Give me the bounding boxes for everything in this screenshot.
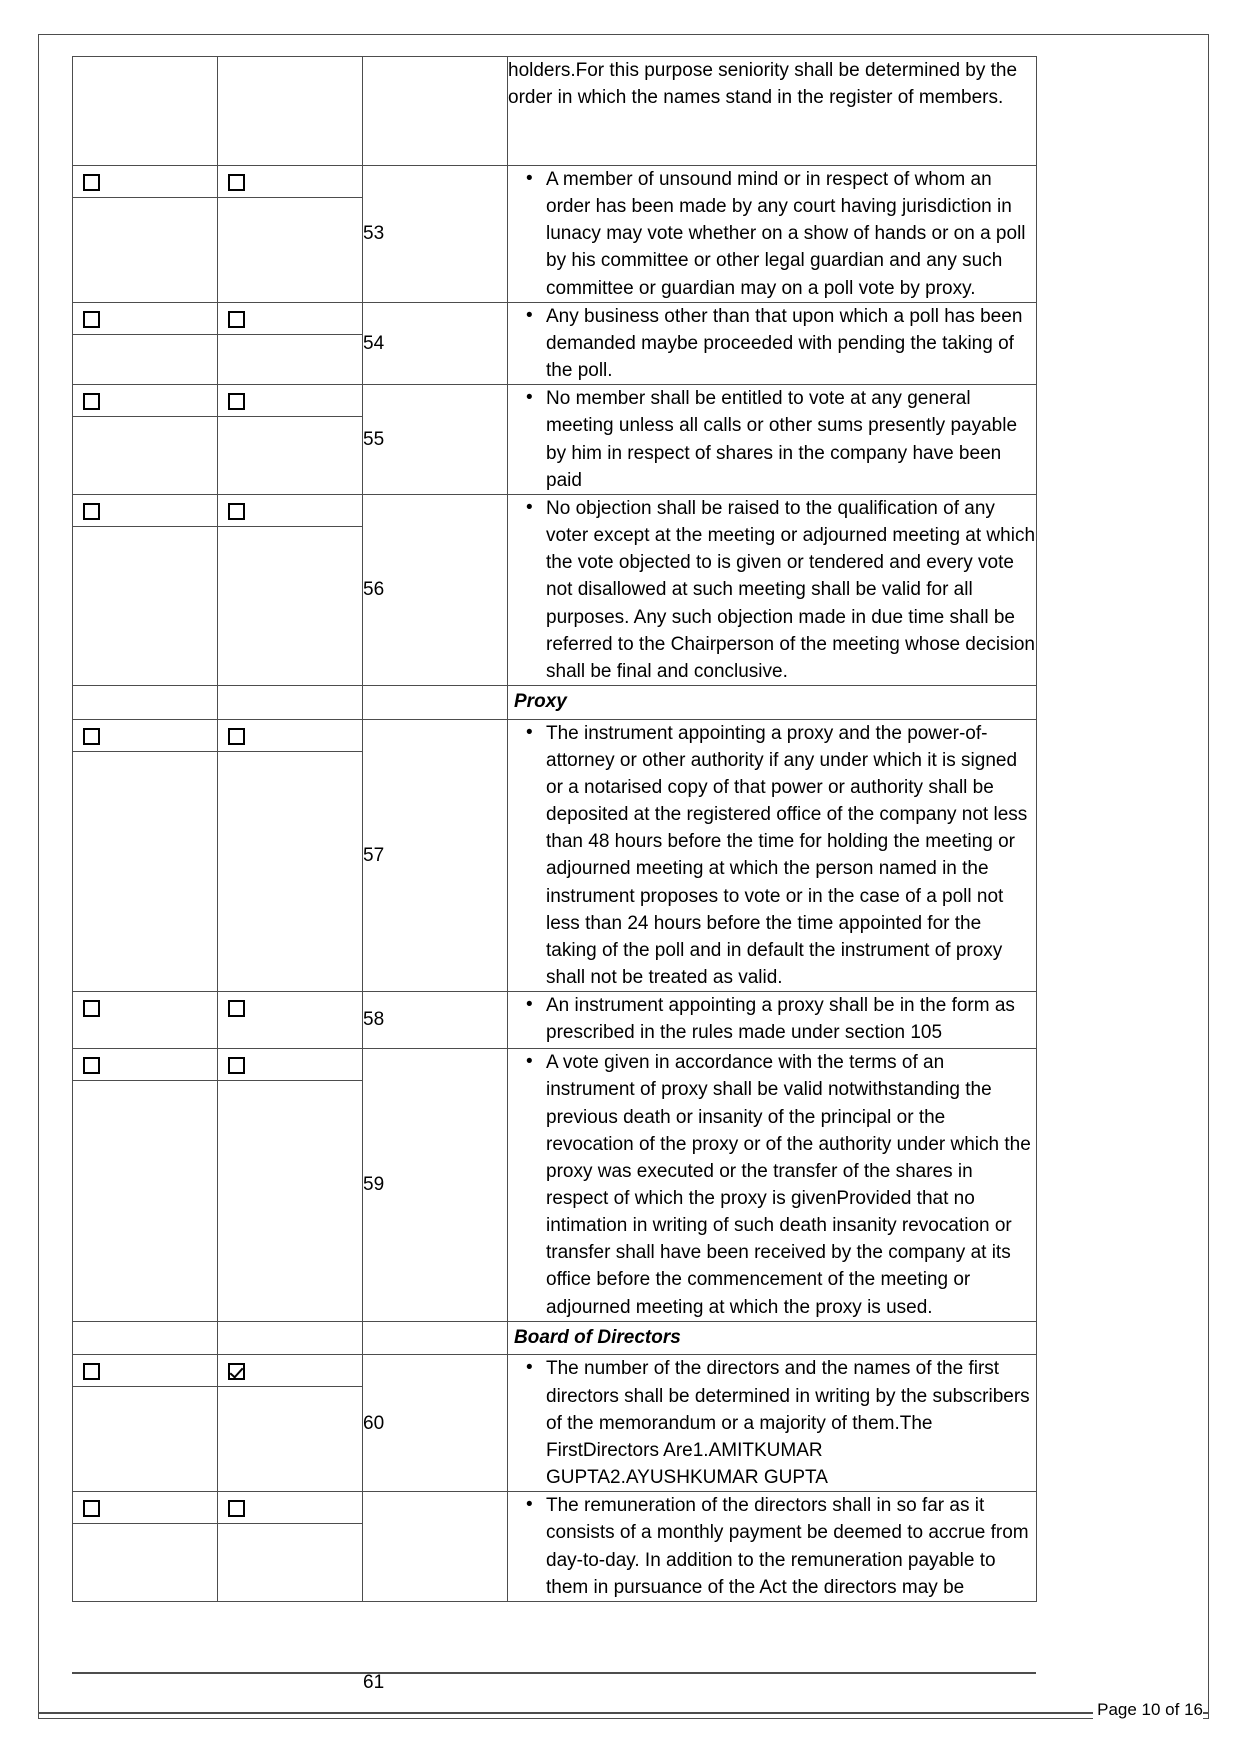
checkbox-cell-right	[218, 385, 363, 495]
checkbox-cell-right	[218, 1321, 363, 1355]
table-row	[73, 992, 1037, 1049]
checkbox-cell-right	[218, 166, 363, 303]
checkbox-right-56[interactable]	[228, 503, 245, 520]
article-text: • A member of unsound mind or in respect of whom an order has been made by any court having jurisdiction in lunacy may vote whether on a show of hands or on a poll by his committee or other legal guardian and any such committee or guardian may on a poll vote by proxy.	[546, 166, 1036, 302]
article-number-cell	[363, 385, 508, 495]
checkbox-cell-right	[218, 719, 363, 992]
article-text-cell	[508, 719, 1037, 992]
section-header-row	[73, 685, 1037, 719]
article-number-cell	[363, 992, 508, 1049]
article-number: 60	[363, 1412, 385, 1434]
article-number-cell	[363, 494, 508, 685]
checkbox-cell-right	[218, 302, 363, 384]
table-bottom-rule	[72, 1672, 1036, 1674]
checkbox-cell-right	[218, 685, 363, 719]
table-row	[73, 1355, 1037, 1492]
checkbox-cell-right	[218, 992, 363, 1049]
checkbox-cell-left	[73, 685, 218, 719]
checkbox-right-55[interactable]	[228, 393, 245, 410]
article-text: holders.For this purpose seniority shall be determined by the order in which the names stand in the register of members.	[508, 60, 1018, 109]
checkbox-left-61[interactable]	[83, 1500, 100, 1517]
continued-article-number: 61	[363, 1672, 385, 1693]
checkbox-cell-right	[218, 1492, 363, 1602]
articles-table	[72, 56, 1037, 1602]
table-row	[73, 1049, 1037, 1322]
checkbox-cell-left	[73, 1355, 218, 1492]
table-row	[73, 302, 1037, 384]
article-number: 55	[363, 428, 385, 450]
footer-divider	[38, 1712, 1209, 1714]
checkbox-cell-left	[73, 494, 218, 685]
article-text: • A vote given in accordance with the terms of an instrument of proxy shall be valid notwithstanding the previous death or insanity of the principal or the revocation of the proxy or of the authority under which the proxy was executed or the transfer of the shares in respect of which the proxy is givenProvided that no intimation in writing of such death insanity revocation or transfer shall have been received by the company at its office before the commencement of the meeting or adjourned meeting at which the proxy is used.	[546, 1049, 1036, 1321]
checkbox-cell-left	[73, 1049, 218, 1322]
articles-table-container	[72, 56, 1036, 1602]
article-number-cell	[363, 1049, 508, 1322]
checkbox-cell-right	[218, 494, 363, 685]
table-row	[73, 57, 1037, 166]
article-text-cell	[508, 992, 1037, 1049]
checkbox-cell-left	[73, 1492, 218, 1602]
checkbox-cell-right	[218, 57, 363, 166]
article-text: • The instrument appointing a proxy and the power-of-attorney or other authority if any under which it is signed or a notarised copy of that power or authority shall be deposited at the registered office of the company not less than 48 hours before the time for holding the meeting or adjourned meeting at which the person named in the instrument proposes to vote or in the case of a poll not less than 24 hours before the time appointed for the taking of the poll and in default the instrument of proxy shall not be treated as valid.	[546, 720, 1036, 992]
page-number-label: Page 10 of 16	[1093, 1700, 1203, 1720]
checkbox-cell-left	[73, 719, 218, 992]
article-text-cell	[508, 1492, 1037, 1602]
article-number: 56	[363, 579, 385, 601]
checkbox-cell-right	[218, 1049, 363, 1322]
checkbox-right-58[interactable]	[228, 1000, 245, 1017]
checkbox-cell-left	[73, 1321, 218, 1355]
checkbox-cell-left	[73, 57, 218, 166]
checkbox-left-55[interactable]	[83, 393, 100, 410]
checkbox-right-60[interactable]	[228, 1363, 245, 1380]
article-text-cell	[508, 302, 1037, 384]
checkbox-left-60[interactable]	[83, 1363, 100, 1380]
article-number: 58	[363, 1009, 385, 1031]
checkbox-cell-right	[218, 1355, 363, 1492]
checkbox-left-54[interactable]	[83, 311, 100, 328]
article-text: • An instrument appointing a proxy shall be in the form as prescribed in the rules made under section 105	[546, 992, 1036, 1046]
article-number-cell	[363, 719, 508, 992]
checkbox-right-59[interactable]	[228, 1057, 245, 1074]
checkbox-right-61[interactable]	[228, 1500, 245, 1517]
article-number-cell	[363, 1492, 508, 1602]
table-row	[73, 166, 1037, 303]
article-text-cell	[508, 494, 1037, 685]
article-text: • The remuneration of the directors shall in so far as it consists of a monthly payment be deemed to accrue from day-to-day. In addition to the remuneration payable to them in pursuance of the Act the directors may be	[546, 1492, 1036, 1601]
section-header-row	[73, 1321, 1037, 1355]
checkbox-cell-left	[73, 166, 218, 303]
article-text-cell	[508, 57, 1037, 166]
article-number: 59	[363, 1174, 385, 1196]
checkbox-left-59[interactable]	[83, 1057, 100, 1074]
checkbox-left-58[interactable]	[83, 1000, 100, 1017]
checkbox-cell-left	[73, 992, 218, 1049]
checkbox-left-57[interactable]	[83, 728, 100, 745]
checkbox-cell-left	[73, 385, 218, 495]
checkbox-right-54[interactable]	[228, 311, 245, 328]
section-header-board-of-directors: Board of Directors	[514, 1326, 681, 1348]
checkbox-right-53[interactable]	[228, 174, 245, 191]
article-text-cell	[508, 166, 1037, 303]
table-row	[73, 494, 1037, 685]
article-number-cell	[363, 685, 508, 719]
article-text: • Any business other than that upon which a poll has been demanded maybe proceeded with pending the taking of the poll.	[546, 303, 1036, 384]
article-number: 53	[363, 223, 385, 245]
article-number: 57	[363, 844, 385, 866]
article-text: • No objection shall be raised to the qualification of any voter except at the meeting or adjourned meeting at which the vote objected to is given or tendered and every vote not disallowed at such meeting shall be valid for all purposes. Any such objection made in due time shall be referred to the Chairperson of the meeting whose decision shall be final and conclusive.	[546, 495, 1036, 685]
article-number: 54	[363, 332, 385, 354]
section-header-cell	[508, 685, 1037, 719]
section-header-proxy: Proxy	[514, 690, 567, 712]
checkbox-cell-left	[73, 302, 218, 384]
checkbox-left-56[interactable]	[83, 503, 100, 520]
checkbox-left-53[interactable]	[83, 174, 100, 191]
section-header-cell	[508, 1321, 1037, 1355]
table-row	[73, 385, 1037, 495]
article-number-cell	[363, 1355, 508, 1492]
article-number-cell	[363, 166, 508, 303]
article-text: • The number of the directors and the names of the first directors shall be determined in writing by the subscribers of the memorandum or a majority of them.The FirstDirectors Are1.AMITKUMAR GUPTA2.AYUSHKUMAR GUPTA	[546, 1355, 1036, 1491]
article-number-cell	[363, 302, 508, 384]
article-text-cell	[508, 1049, 1037, 1322]
table-row	[73, 719, 1037, 992]
article-number-cell	[363, 1321, 508, 1355]
article-number-cell	[363, 57, 508, 166]
article-text: • No member shall be entitled to vote at any general meeting unless all calls or other sums presently payable by him in respect of shares in the company have been paid	[546, 385, 1036, 494]
checkbox-right-57[interactable]	[228, 728, 245, 745]
article-text-cell	[508, 1355, 1037, 1492]
article-text-cell	[508, 385, 1037, 495]
table-row	[73, 1492, 1037, 1602]
